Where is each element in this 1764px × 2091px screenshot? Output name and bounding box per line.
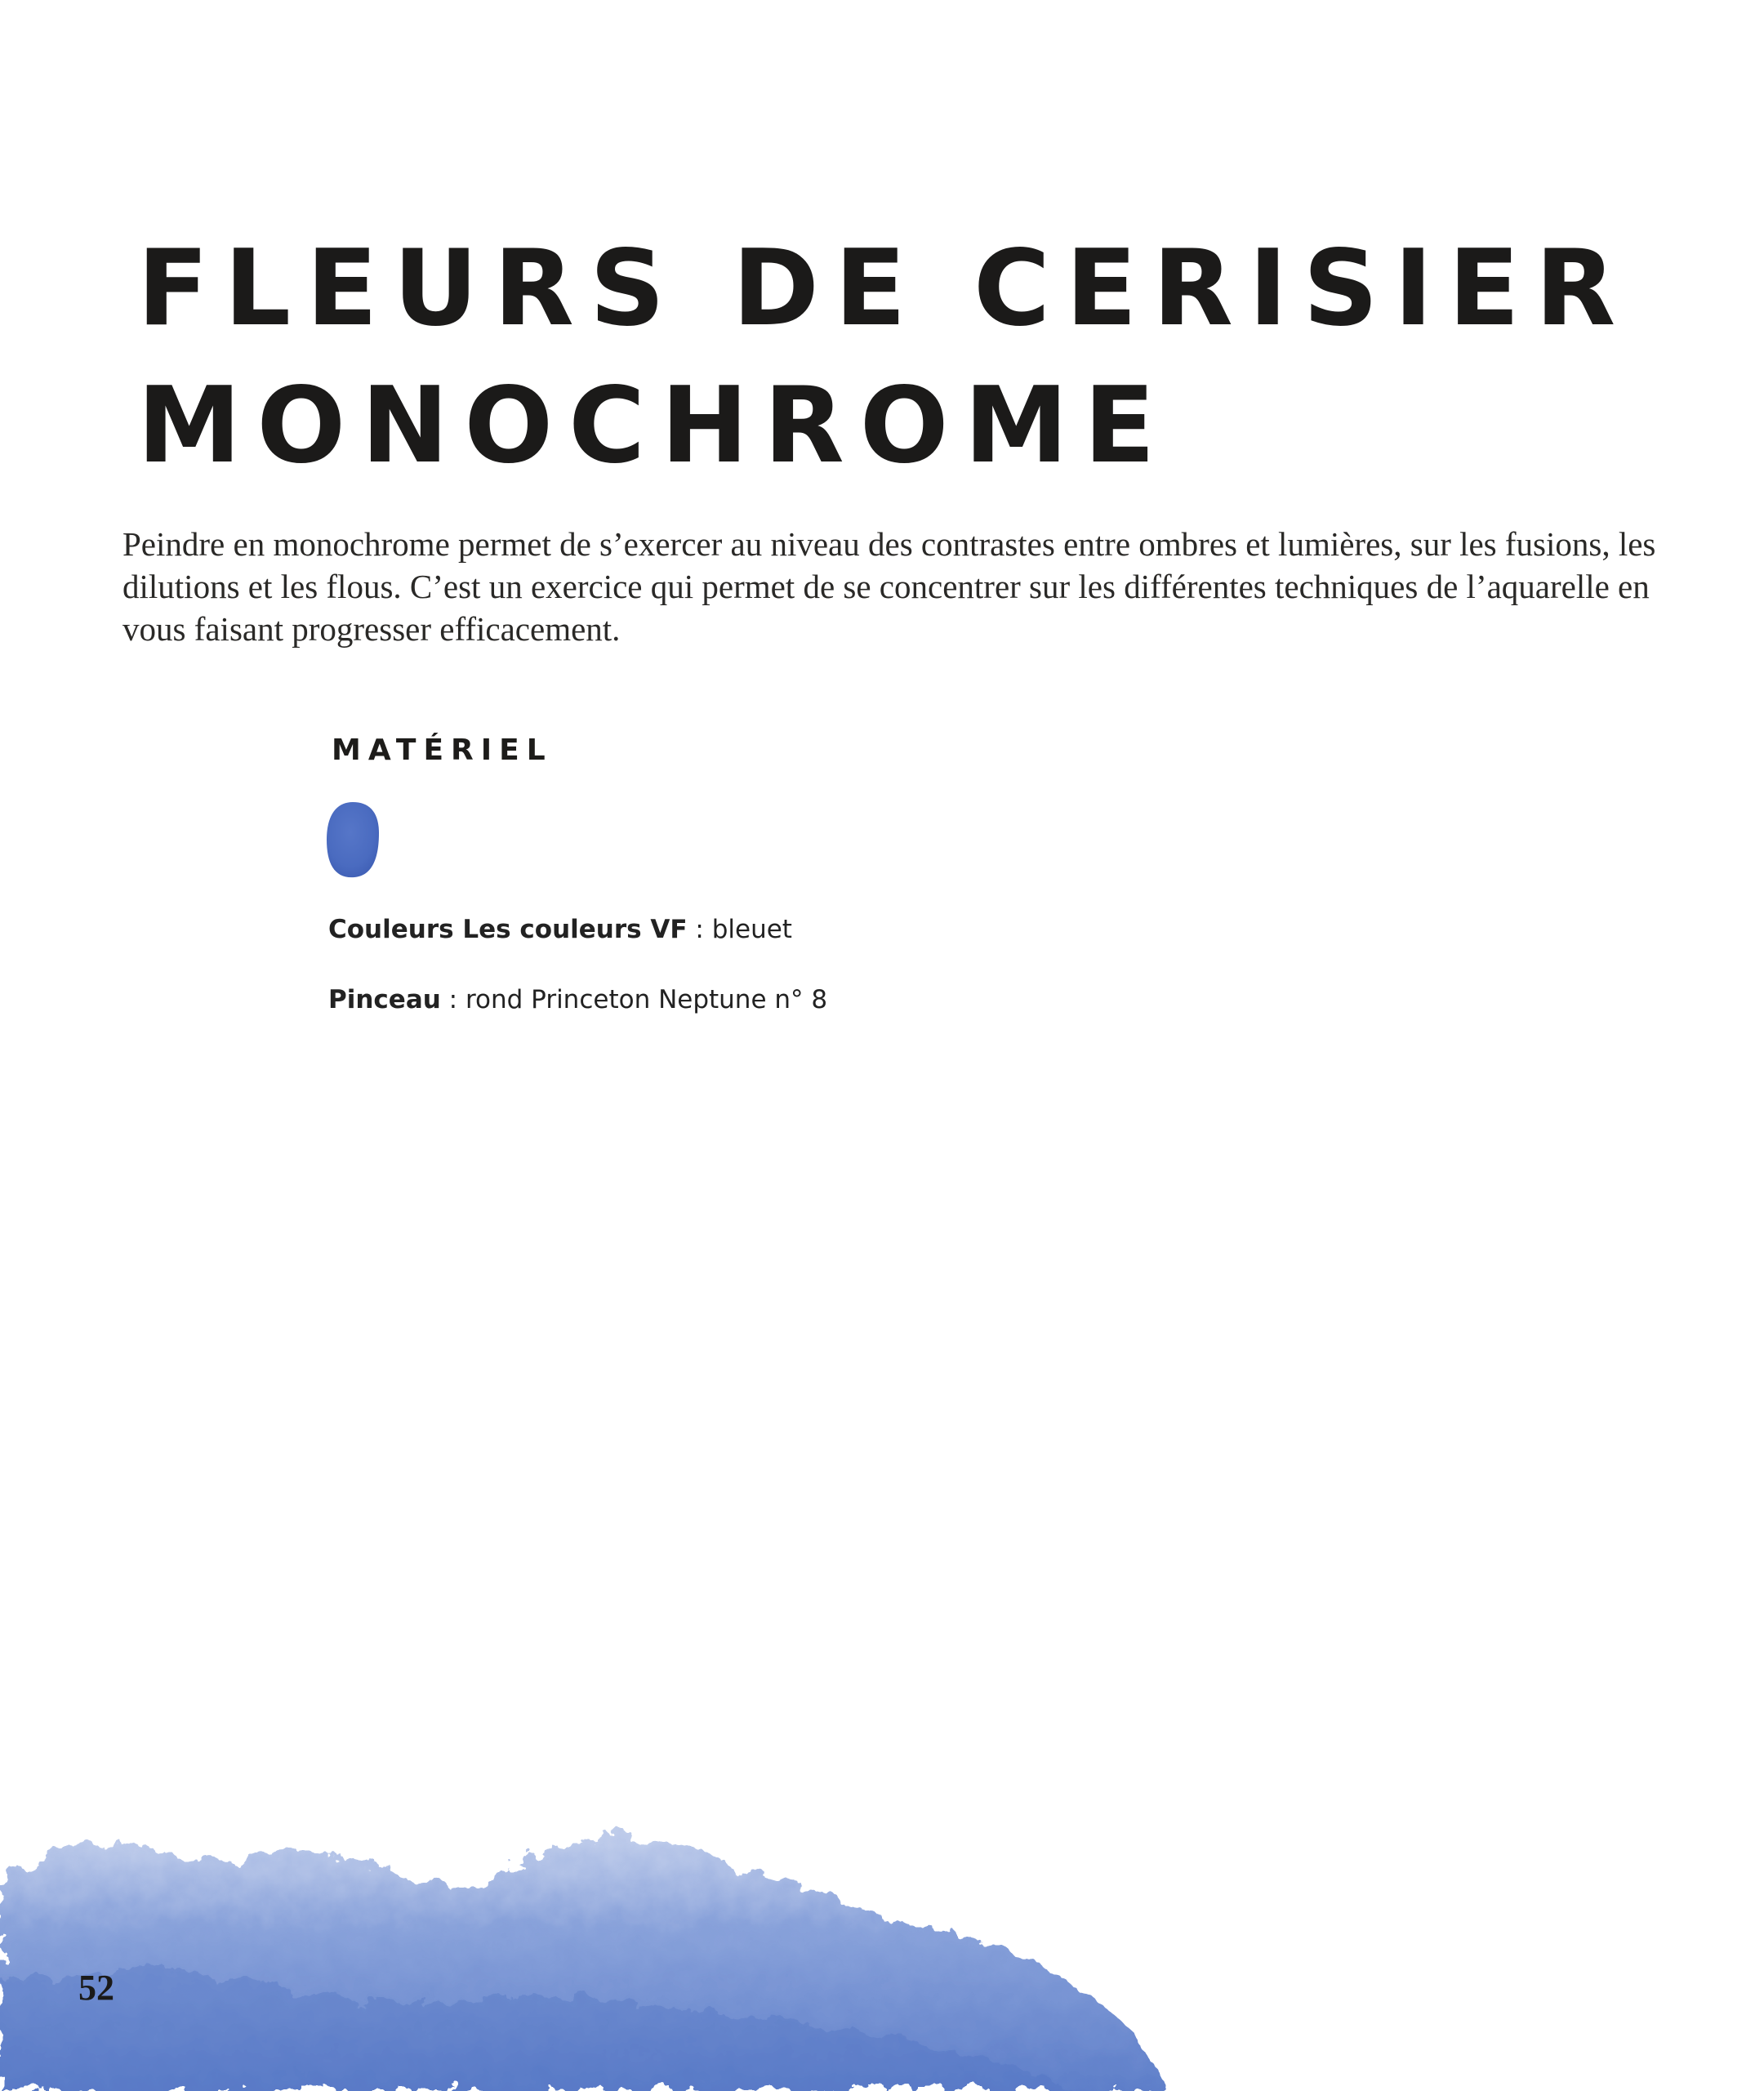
brush-value: : rond Princeton Neptune n° 8 — [440, 985, 828, 1014]
materiel-colors — [328, 913, 792, 946]
watercolor-wash — [0, 1797, 1764, 2091]
intro-paragraph: Peindre en monochrome permet de s’exercer au niveau des contrastes entre ombres et lumières, sur les fusions, les dilutions et les flous. C’est un exercice qui permet de se concentrer sur les différentes techniques de l’aquarelle en vous faisant progresser efficacement. — [122, 525, 1656, 648]
colors-label: Couleurs Les couleurs VF — [328, 915, 688, 944]
paint-swatch-icon — [323, 800, 382, 879]
colors-value: : bleuet — [687, 915, 792, 944]
brush-label: Pinceau — [328, 985, 441, 1014]
page-number: 52 — [78, 1968, 114, 2008]
title-line-2: MONOCHROME — [137, 365, 1171, 487]
page-title — [137, 221, 1631, 495]
materiel-brush — [328, 983, 827, 1016]
materiel-heading: MATÉRIEL — [332, 733, 553, 767]
title-line-1: FLEURS DE CERISIER — [137, 228, 1632, 350]
